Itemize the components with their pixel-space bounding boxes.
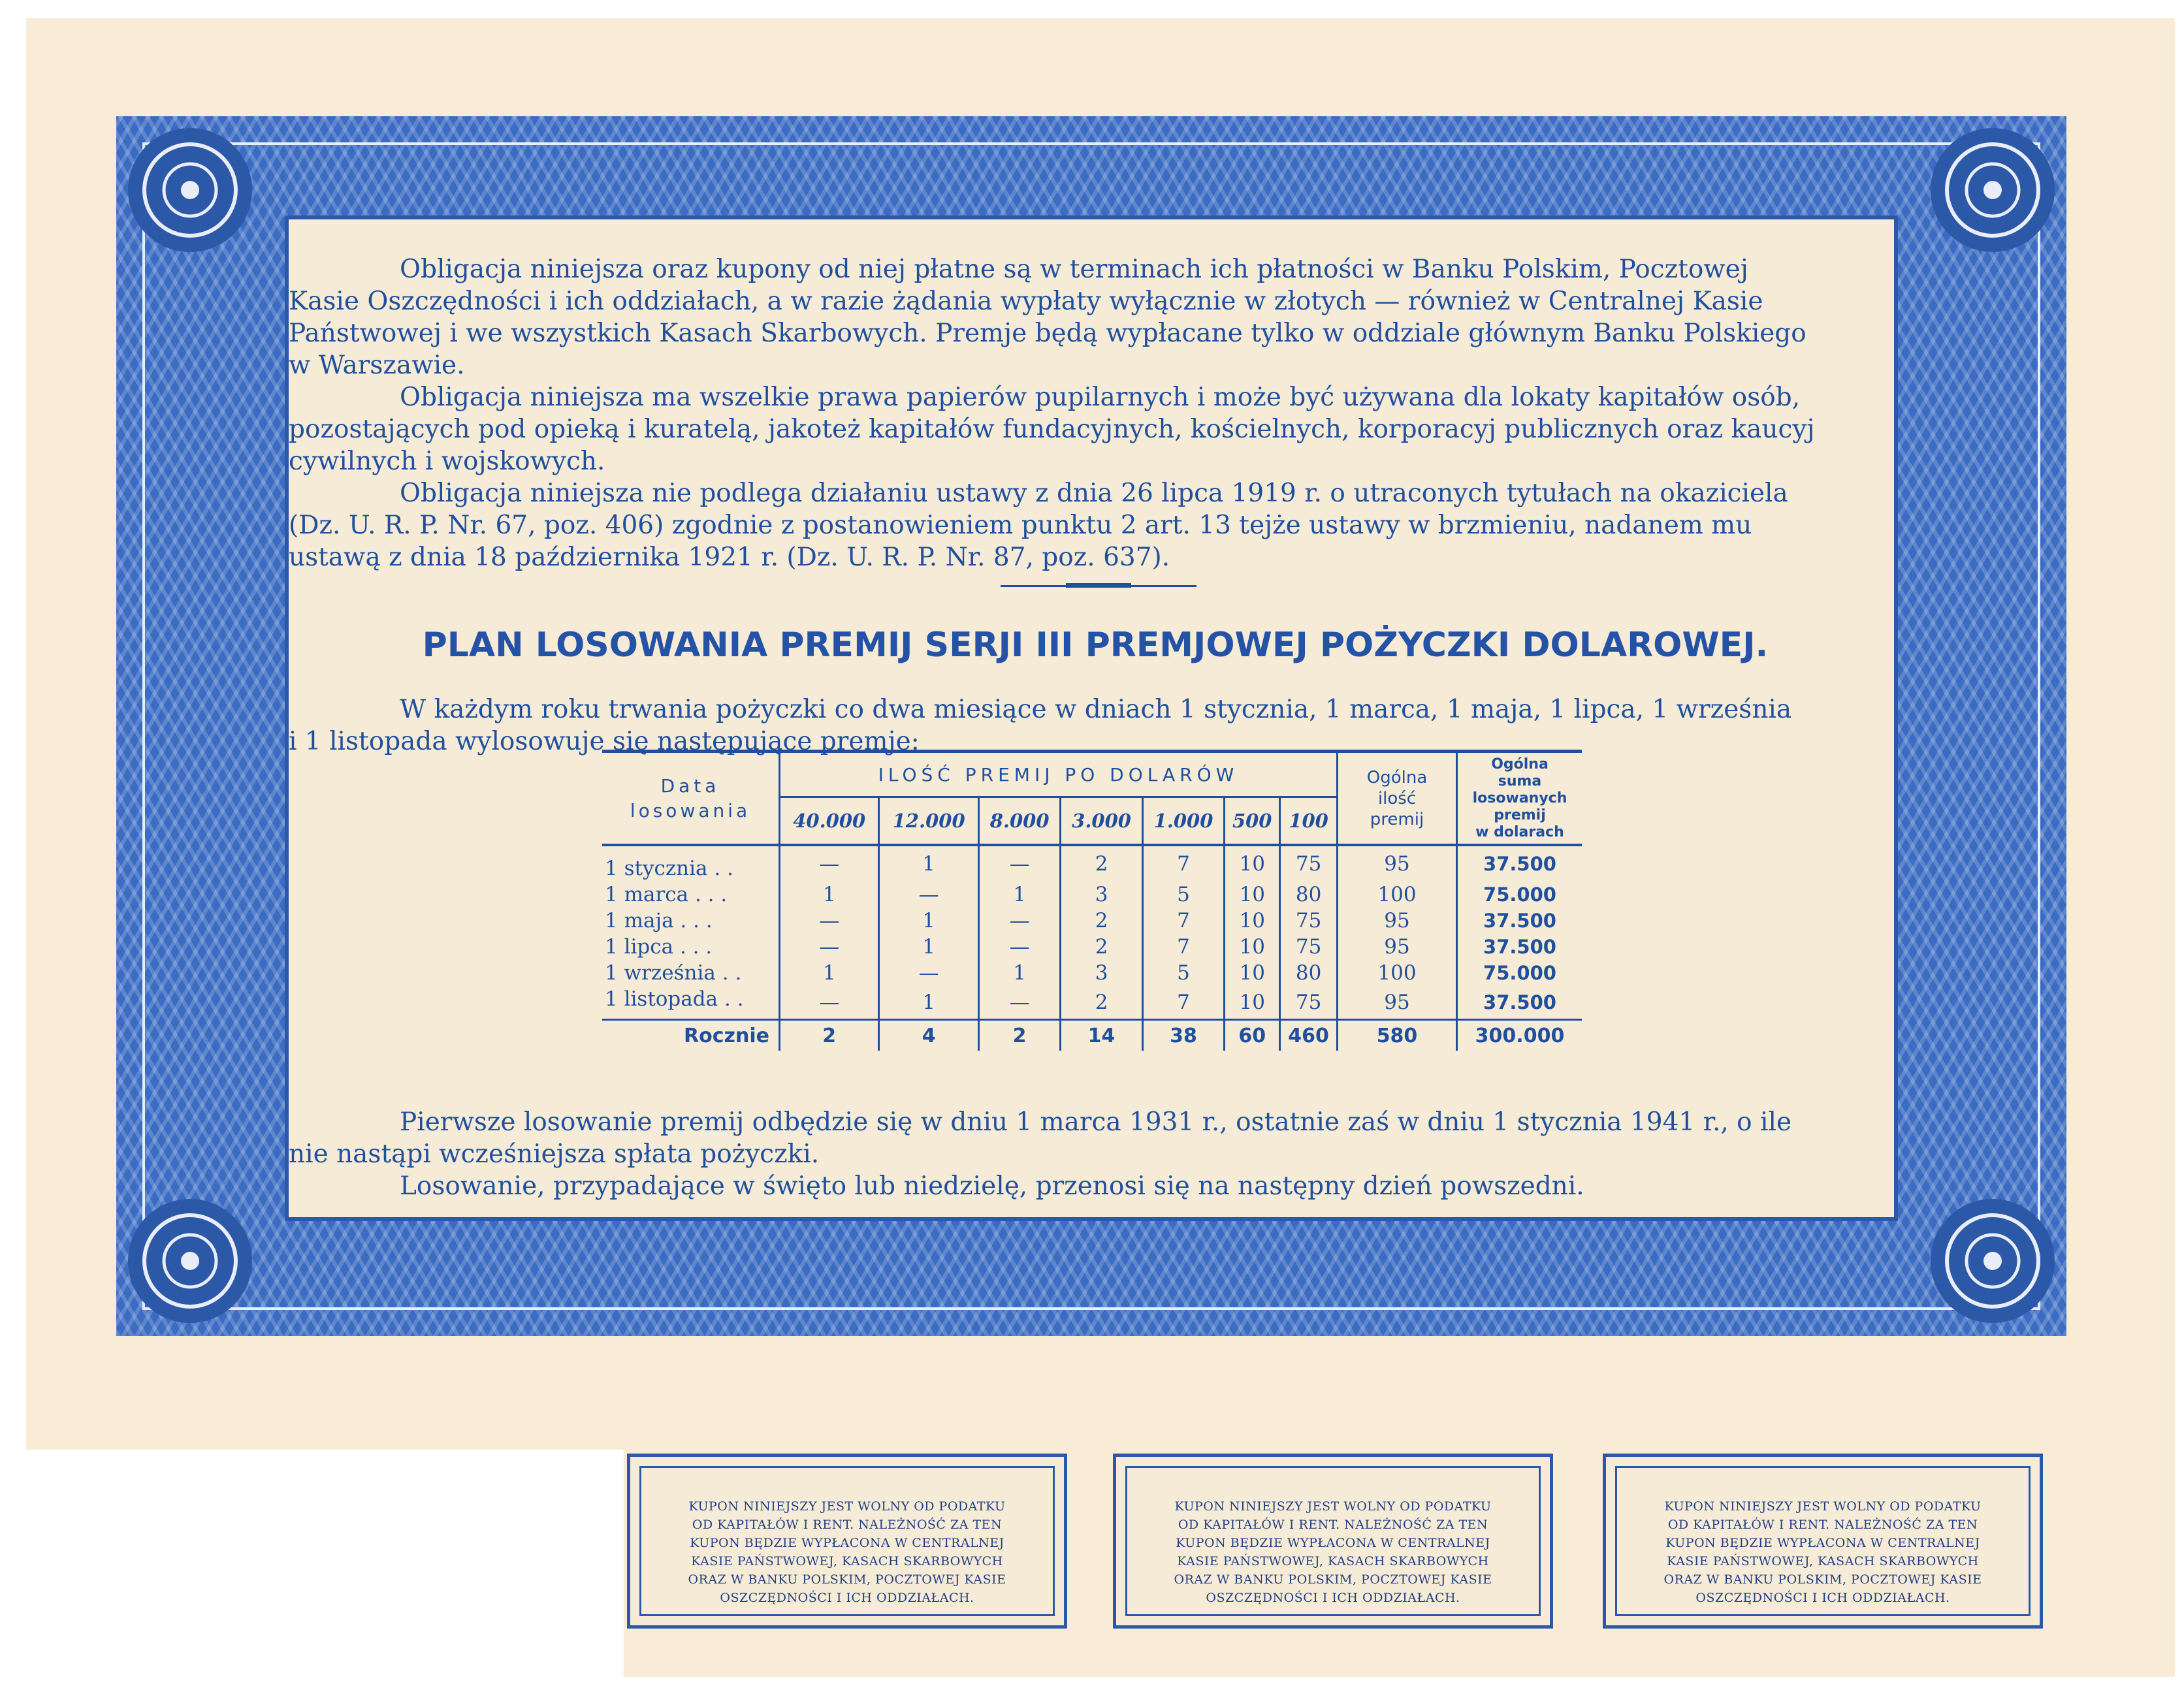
table-row: 1 września . . 1 — 1 3 5 10 80 100 75.000 — [602, 960, 1582, 986]
coupon-2 — [1113, 1454, 1553, 1629]
text-panel — [285, 215, 1898, 1221]
coupon-1 — [627, 1454, 1067, 1629]
header-date: Data losowania — [602, 752, 780, 846]
plan-title: PLAN LOSOWANIA PREMIJ SERJI III PREMJOWEJ POŻYCZKI DOLAROWEJ. — [422, 626, 1769, 665]
plan-intro: W każdym roku trwania pożyczki co dwa miesiące w dniach 1 stycznia, 1 marca, 1 maja, 1 lipca, 1 września i 1 listopada wylosowuje się następujące premje: — [289, 695, 1792, 756]
corner-ornament-icon — [115, 1186, 265, 1336]
premium-plan-table — [602, 750, 1582, 1051]
denomination-header: 12.000 — [879, 797, 978, 846]
denomination-header: 40.000 — [780, 797, 879, 846]
denomination-header: 3.000 — [1061, 797, 1142, 846]
corner-ornament-icon — [115, 115, 265, 265]
denomination-header: 8.000 — [978, 797, 1060, 846]
paragraph-payment: Obligacja niniejsza oraz kupony od niej płatne są w terminach ich płatności w Banku Polskim, Pocztowej Kasie Oszczędności i ich oddziałach, a w razie żądania wypłaty wyłącznie w złotych — również w Centralnej Kasie Państwowej i we wszystkich Kasach Skarbowych. Premje będą wypłacane tylko w oddziale głównym Banku Polskiego w Warszawie. — [289, 255, 1807, 380]
divider-rule — [1001, 585, 1196, 587]
header-total-count: Ogólna ilość premij — [1338, 752, 1457, 846]
table-row: 1 listopada . . — 1 — 2 7 10 75 95 37.500 — [602, 986, 1582, 1020]
corner-ornament-icon — [1918, 115, 2068, 265]
table-row: 1 marca . . . 1 — 1 3 5 10 80 100 75.000 — [602, 882, 1582, 908]
denomination-header: 100 — [1280, 797, 1338, 846]
coupon-text: KUPON NINIEJSZY JEST WOLNY OD PODATKU OD KAPITAŁÓW I RENT. NALEŻNOŚĆ ZA TEN KUPON BĘDZIE WYPŁACONA W CENTRALNEJ KASIE PAŃSTWOWEJ, KASACH SKARBOWYCH ORAZ W BANKU POLSKIM, POCZTOWEJ KASIE OSZCZĘDNOŚCI I ICH ODDZIAŁACH. — [1663, 1499, 1982, 1605]
denomination-header: 500 — [1225, 797, 1280, 846]
coupon-text: KUPON NINIEJSZY JEST WOLNY OD PODATKU OD KAPITAŁÓW I RENT. NALEŻNOŚĆ ZA TEN KUPON BĘDZIE WYPŁACONA W CENTRALNEJ KASIE PAŃSTWOWEJ, KASACH SKARBOWYCH ORAZ W BANKU POLSKIM, POCZTOWEJ KASIE OSZCZĘDNOŚCI I ICH ODDZIAŁACH. — [1174, 1499, 1492, 1605]
table-row: 1 lipca . . . — 1 — 2 7 10 75 95 37.500 — [602, 934, 1582, 960]
header-group: ILOŚĆ PREMIJ PO DOLARÓW — [780, 752, 1338, 797]
paragraph-law: Obligacja niniejsza nie podlega działaniu ustawy z dnia 26 lipca 1919 r. o utraconych tytułach na okaziciela (Dz. U. R. P. Nr. 67, poz. 406) zgodnie z postanowieniem punktu 2 art. 13 tejże ustawy w brzmieniu, nadanem mu ustawą z dnia 18 października 1921 r. (Dz. U. R. P. Nr. 87, poz. 637). — [289, 479, 1788, 572]
corner-ornament-icon — [1918, 1186, 2068, 1336]
table-row: 1 maja . . . — 1 — 2 7 10 75 95 37.500 — [602, 908, 1582, 934]
header-total-sum: Ogólna suma losowanych premij w dolarach — [1457, 752, 1582, 846]
denomination-header: 1.000 — [1142, 797, 1224, 846]
coupon-text: KUPON NINIEJSZY JEST WOLNY OD PODATKU OD KAPITAŁÓW I RENT. NALEŻNOŚĆ ZA TEN KUPON BĘDZIE WYPŁACONA W CENTRALNEJ KASIE PAŃSTWOWEJ, KASACH SKARBOWYCH ORAZ W BANKU POLSKIM, POCZTOWEJ KASIE OSZCZĘDNOŚCI I ICH ODDZIAŁACH. — [688, 1499, 1006, 1605]
closing-text: Pierwsze losowanie premij odbędzie się w dniu 1 marca 1931 r., ostatnie zaś w dniu 1 stycznia 1941 r., o ile nie nastąpi wcześniejsza spłata pożyczki. Losowanie, przypadające w święto lub niedzielę, przenosi się na następny dzień powszedni. — [289, 1107, 1792, 1201]
table-row: 1 stycznia . . — 1 — 2 7 10 75 95 37.500 — [602, 845, 1582, 882]
table-total-row: Rocznie 2 4 2 14 38 60 460 580 300.000 — [602, 1020, 1582, 1051]
paragraph-rights: Obligacja niniejsza ma wszelkie prawa papierów pupilarnych i może być używana dla lokaty kapitałów osób, pozostających pod opieką i kuratelą, jakoteż kapitałów fundacyjnych, kościelnych, korporacyj publicznych oraz kaucyj cywilnych i wojskowych. — [289, 383, 1815, 476]
coupon-3 — [1603, 1454, 2043, 1629]
table-body — [602, 845, 1582, 1051]
